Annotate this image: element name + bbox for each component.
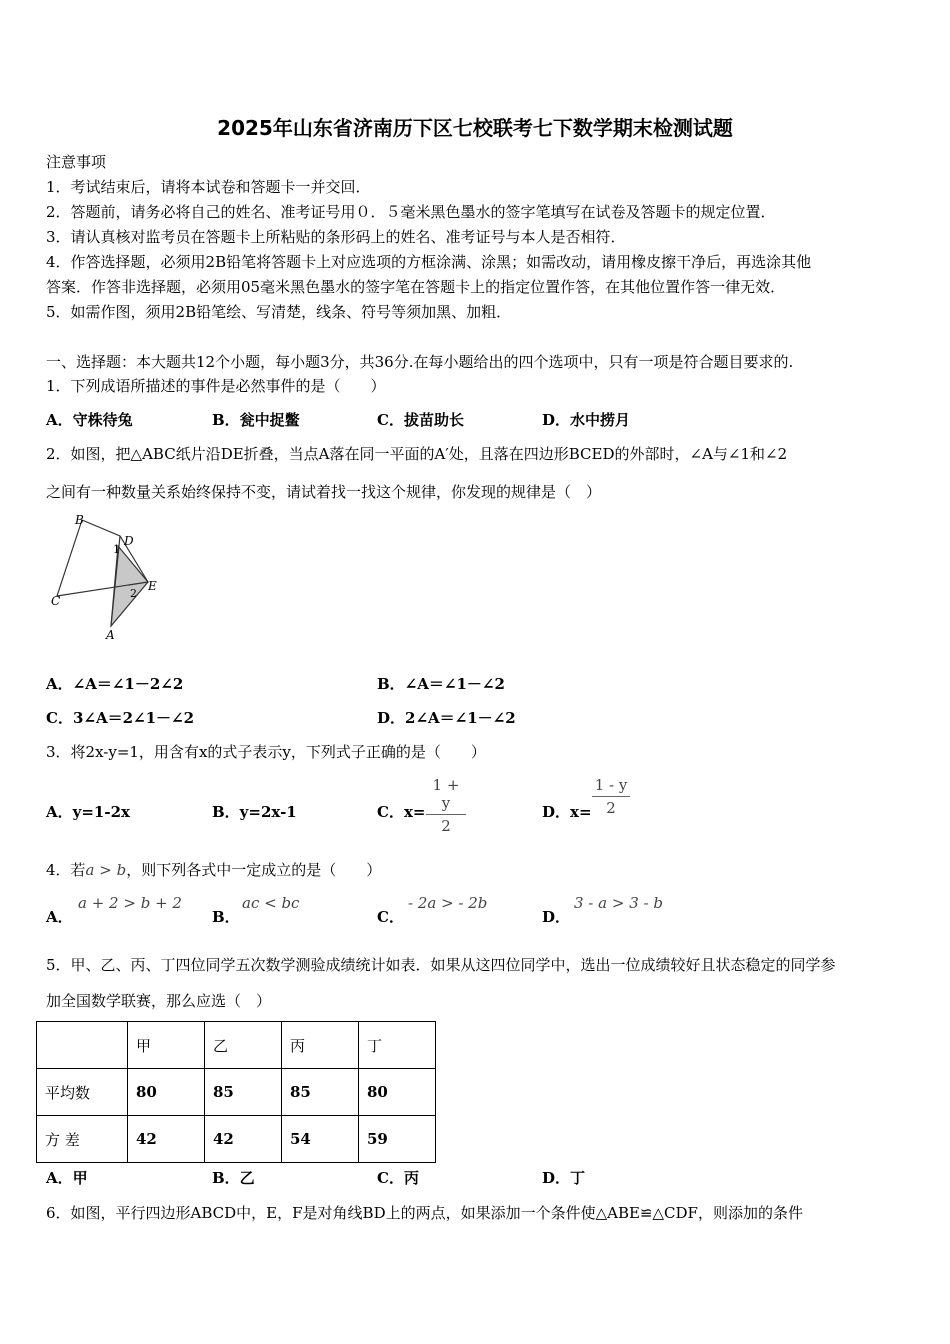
table-row bbox=[37, 1069, 436, 1116]
q4-option-b-expr: ac < bc bbox=[242, 894, 300, 912]
q1-option-d: D．水中捞月 bbox=[542, 411, 631, 429]
q4-option-c-expr: - 2a > - 2b bbox=[408, 894, 488, 912]
q6-stem-line1: 6．如图，平行四边形ABCD中，E，F是对角线BD上的两点，如果添加一个条件使△ABE≌△CDF，则添加的条件 bbox=[46, 1204, 803, 1222]
q4-stem bbox=[46, 860, 381, 880]
q5-option-d: D．丁 bbox=[542, 1169, 586, 1187]
label-a: A bbox=[106, 628, 115, 642]
table-cell: 54 bbox=[282, 1116, 359, 1163]
q1-stem: 1．下列成语所描述的事件是必然事件的是（ ） bbox=[46, 377, 386, 395]
q5-option-a: A．甲 bbox=[46, 1169, 88, 1187]
q2-option-b: B．∠A＝∠1－∠2 bbox=[377, 675, 505, 693]
table-cell: 方 差 bbox=[37, 1116, 128, 1163]
notice-item: 1．考试结束后，请将本试卷和答题卡一并交回． bbox=[46, 178, 371, 196]
q5-option-b: B．乙 bbox=[212, 1169, 255, 1187]
notice-heading: 注意事项 bbox=[46, 153, 107, 171]
fraction-numerator: 1 - y bbox=[594, 776, 628, 794]
q2-option-a: A．∠A＝∠1－2∠2 bbox=[46, 675, 184, 693]
table-cell: 85 bbox=[282, 1069, 359, 1116]
table-cell: 42 bbox=[128, 1116, 205, 1163]
q2-option-d: D．2∠A＝∠1－∠2 bbox=[377, 709, 516, 727]
table-cell: 丙 bbox=[282, 1022, 359, 1069]
q4-option-d-label: D． bbox=[542, 908, 571, 926]
table-cell: 丁 bbox=[359, 1022, 436, 1069]
table-cell: 甲 bbox=[128, 1022, 205, 1069]
q1-option-a: A．守株待兔 bbox=[46, 411, 133, 429]
q4-option-a-label: A． bbox=[46, 908, 73, 926]
notice-item: 3．请认真核对监考员在答题卡上所粘贴的条形码上的姓名、准考证号与本人是否相符． bbox=[46, 228, 626, 246]
notice-item: 5．如需作图，须用2B铅笔绘、写清楚，线条、符号等须加黑、加粗． bbox=[46, 303, 512, 321]
q3-option-a: A．y=1-2x bbox=[46, 803, 130, 821]
label-b: B bbox=[75, 513, 84, 527]
page-title: 2025年山东省济南历下区七校联考七下数学期末检测试题 bbox=[217, 116, 733, 140]
table-cell: 乙 bbox=[205, 1022, 282, 1069]
q3-option-d: D．x= bbox=[542, 803, 592, 821]
q3-option-d-fraction bbox=[592, 776, 630, 817]
label-angle-1: 1 bbox=[113, 543, 120, 556]
table-cell: 85 bbox=[205, 1069, 282, 1116]
table-cell: 平均数 bbox=[37, 1069, 128, 1116]
table-cell: 80 bbox=[359, 1069, 436, 1116]
table-cell bbox=[37, 1022, 128, 1069]
q4-condition: a > b bbox=[85, 861, 127, 879]
fraction-numerator: 1 + y bbox=[432, 776, 460, 812]
table-header-row bbox=[37, 1022, 436, 1069]
label-c: C bbox=[51, 594, 61, 608]
q3-option-c-fraction bbox=[426, 776, 466, 835]
q1-option-c: C．拔苗助长 bbox=[377, 411, 464, 429]
label-d: D bbox=[124, 534, 134, 548]
q2-stem-line1: 2．如图，把△ABC纸片沿DE折叠，当点A落在同一平面的A′处，且落在四边形BCED的外部时，∠A与∠1和∠2 bbox=[46, 445, 788, 463]
q5-option-c: C．丙 bbox=[377, 1169, 419, 1187]
section-heading: 一、选择题：本大题共12个小题，每小题3分，共36分.在每小题给出的四个选项中，只有一项是符合题目要求的. bbox=[46, 353, 794, 371]
q4-stem-suffix: ，则下列各式中一定成立的是（ ） bbox=[126, 861, 382, 879]
q3-stem: 3．将2x-y=1，用含有x的式子表示y，下列式子正确的是（ ） bbox=[46, 743, 486, 761]
q3-option-b: B．y=2x-1 bbox=[212, 803, 297, 821]
q4-option-a-expr: a + 2 > b + 2 bbox=[78, 894, 182, 912]
table-cell: 59 bbox=[359, 1116, 436, 1163]
q1-option-b: B．瓮中捉鳖 bbox=[212, 411, 300, 429]
label-angle-2: 2 bbox=[130, 587, 137, 600]
fraction-denominator: 2 bbox=[606, 799, 616, 817]
score-table bbox=[36, 1021, 436, 1163]
fraction-denominator: 2 bbox=[441, 817, 451, 835]
q3-option-c: C．x= bbox=[377, 803, 426, 821]
notice-item: 4．作答选择题，必须用2B铅笔将答题卡上对应选项的方框涂满、涂黑；如需改动，请用橡皮擦干净后，再选涂其他 bbox=[46, 253, 812, 271]
q4-stem-prefix: 4．若 bbox=[46, 861, 86, 879]
notice-item: 2．答题前，请务必将自己的姓名、准考证号用０．５毫米黑色墨水的签字笔填写在试卷及答题卡的规定位置． bbox=[46, 203, 776, 221]
q4-option-c-label: C． bbox=[377, 908, 404, 926]
notice-item: 答案．作答非选择题，必须用05毫米黑色墨水的签字笔在答题卡上的指定位置作答，在其他位置作答一律无效． bbox=[46, 278, 786, 296]
q2-figure bbox=[40, 508, 180, 648]
table-row bbox=[37, 1116, 436, 1163]
label-e: E bbox=[148, 579, 157, 593]
q4-option-d-expr: 3 - a > 3 - b bbox=[574, 894, 663, 912]
table-cell: 80 bbox=[128, 1069, 205, 1116]
q2-option-c: C．3∠A＝2∠1－∠2 bbox=[46, 709, 195, 727]
folded-triangle bbox=[111, 546, 148, 626]
q2-stem-line2: 之间有一种数量关系始终保持不变，请试着找一找这个规律，你发现的规律是（ ） bbox=[46, 483, 602, 501]
table-cell: 42 bbox=[205, 1116, 282, 1163]
q5-stem-line2: 加全国数学联赛，那么应选（ ） bbox=[46, 992, 272, 1010]
q5-stem-line1: 5．甲、乙、丙、丁四位同学五次数学测验成绩统计如表．如果从这四位同学中，选出一位成绩较好且状态稳定的同学参 bbox=[46, 956, 836, 974]
quadrilateral-bced bbox=[57, 520, 148, 596]
q4-option-b-label: B． bbox=[212, 908, 240, 926]
